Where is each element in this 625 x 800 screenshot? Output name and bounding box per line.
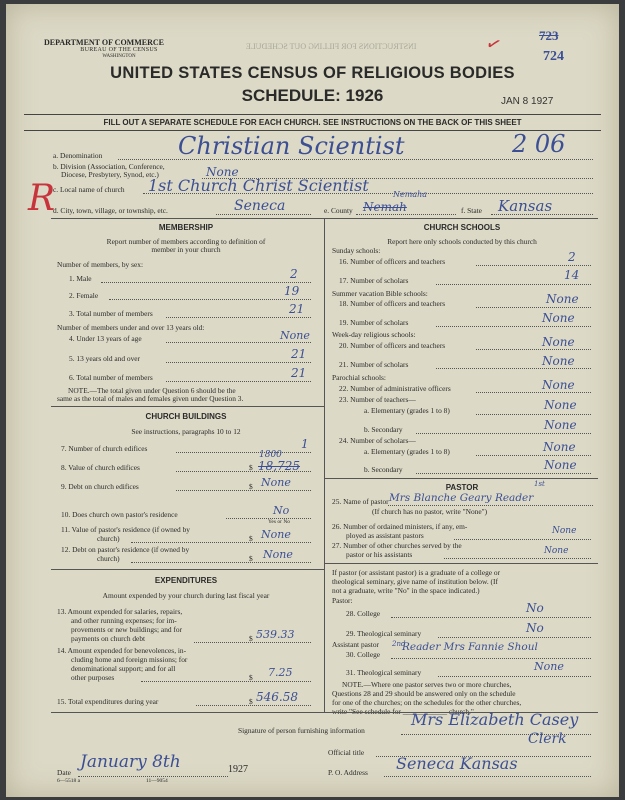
q1-value: 2 (290, 267, 298, 281)
denomination-label: a. Denomination (53, 151, 103, 160)
q14-line-4: other purposes (71, 673, 115, 682)
q23b-label: b. Secondary (364, 425, 403, 434)
q9-value: None (261, 476, 291, 489)
q7-label: 7. Number of church edifices (61, 444, 148, 453)
q2-value: 19 (284, 284, 300, 298)
sunday-schools-label: Sunday schools: (332, 246, 381, 255)
po-address-label: P. O. Address (328, 768, 368, 777)
schools-intro: Report here only schools conducted by this church (387, 237, 537, 246)
q16-label: 16. Number of officers and teachers (339, 257, 446, 266)
margin-r-mark: R (28, 178, 56, 219)
q11-label-2: church) (97, 534, 120, 543)
denomination-code: 2 06 (512, 130, 566, 158)
q14-value: 7.25 (268, 666, 293, 679)
weekday-schools-label: Week-day religious schools: (332, 330, 416, 339)
church-name-value: 1st Church Christ Scientist (148, 176, 369, 195)
q30-value: Reader Mrs Fannie Shoul (402, 641, 538, 653)
q19-value: None (542, 311, 575, 325)
q25-sub: (If church has no pastor, write "None") (372, 507, 488, 516)
date-year: 1927 (228, 764, 248, 775)
q27-value: None (544, 546, 569, 556)
q12-value: None (263, 548, 293, 561)
q12-dollar: $ (249, 554, 253, 563)
schedule-number: 724 (543, 49, 564, 64)
q17-value: 14 (564, 268, 580, 282)
q12-label-2: church) (97, 554, 120, 563)
q12-label-1: 12. Debt on pastor's residence (if owned by (61, 545, 190, 554)
pastor-heading: PASTOR (445, 483, 479, 492)
q14-text (57, 646, 187, 682)
pastor-note-line-3: for one of the churches; on the schedules for the other churches, (332, 698, 522, 707)
division-label-2: Diocese, Presbytery, Synod, etc.) (61, 170, 159, 179)
q6-label: 6. Total number of members (69, 373, 153, 382)
city-label: d. City, town, village, or township, etc. (53, 206, 168, 215)
q23-label: 23. Number of teachers— (339, 395, 416, 404)
q15-dollar: $ (249, 697, 253, 706)
county-value: Nemaha (393, 190, 428, 199)
q23b-value: None (544, 418, 577, 432)
membership-note-1: NOTE.—The total given under Question 6 should be the (68, 386, 236, 395)
q29-label: 29. Theological seminary (346, 629, 422, 638)
membership-intro-2: member in your church (151, 245, 221, 254)
buildings-sub: See instructions, paragraphs 10 to 12 (131, 427, 241, 436)
q28-value: No (526, 601, 544, 615)
graduate-line-3: not a graduate, write "No" in the space indicated.) (332, 586, 480, 595)
q18-value: None (546, 292, 579, 306)
pastor-sublabel: Pastor: (332, 596, 353, 605)
q8-value: 1800 (259, 450, 282, 460)
q6-value: 21 (291, 366, 307, 380)
county-label: e. County (324, 206, 353, 215)
membership-heading: MEMBERSHIP (158, 223, 214, 232)
q24b-value: None (544, 458, 577, 472)
q27-label-1: 27. Number of other churches served by the (332, 541, 462, 550)
q8-label: 8. Value of church edifices (61, 463, 140, 472)
signature-label: Signature of person furnishing information (238, 726, 365, 735)
struck-schedule-number: 723 (539, 28, 559, 43)
q20-label: 20. Number of officers and teachers (339, 341, 446, 350)
form-title: UNITED STATES CENSUS OF RELIGIOUS BODIES (110, 64, 515, 82)
q14-line-1: 14. Amount expended for benevolences, in- (57, 646, 187, 655)
division-label-1: b. Division (Association, Conference, (53, 162, 165, 171)
q31-label: 31. Theological seminary (346, 668, 422, 677)
q15-value: 546.58 (256, 690, 298, 704)
form-number: 6—5518 a (57, 778, 81, 784)
signature-value: Mrs Elizabeth Casey (411, 710, 579, 729)
q11-value: None (261, 528, 291, 541)
dept-name: DEPARTMENT OF COMMERCE (44, 38, 165, 47)
q30-note: 2nd (392, 640, 406, 648)
q31-value: None (534, 660, 564, 673)
q8-struck-value: 18,725 (258, 459, 300, 473)
q30-label: 30. College (346, 650, 381, 659)
assistant-pastor-sublabel: Assistant pastor (332, 640, 380, 649)
buildings-heading: CHURCH BUILDINGS (145, 412, 227, 421)
membership-intro-1: Report number of members according to definition of (106, 237, 266, 246)
bureau-city: WASHINGTON (102, 54, 136, 59)
date-value: January 8th (80, 752, 181, 772)
q5-label: 5. 13 years old and over (69, 354, 141, 363)
print-code: 11—9054 (146, 778, 168, 784)
q23a-label: a. Elementary (grades 1 to 8) (364, 406, 450, 415)
q9-dollar: $ (249, 482, 253, 491)
census-schedule-page (6, 4, 619, 797)
official-title-value: Clerk (528, 731, 567, 747)
q24-label: 24. Number of scholars— (339, 436, 416, 445)
q27-label-2: pastor or his assistants (346, 550, 413, 559)
q3-label: 3. Total number of members (69, 309, 153, 318)
graduate-line-2: theological seminary, give name of institution below. (If (332, 577, 498, 586)
q19-label: 19. Number of scholars (339, 318, 409, 327)
bleed-through-text: INSTRUCTIONS FOR FILLING OUT SCHEDULE (246, 42, 417, 51)
q17-label: 17. Number of scholars (339, 276, 409, 285)
q18-label: 18. Number of officers and teachers (339, 299, 446, 308)
membership-note-2: same as the total of males and females given under Question 3. (57, 394, 244, 403)
denomination-value: Christian Scientist (178, 132, 405, 160)
q26-label-1: 26. Number of ordained ministers, if any, em- (332, 522, 468, 531)
q13-line-2: and other running expenses; for im- (71, 616, 177, 625)
q13-dollar: $ (249, 634, 253, 643)
pastor-note-line-4: write "See schedule for ____________ church." (332, 707, 474, 716)
graduate-line-1: If pastor (or assistant pastor) is a graduate of a college or (332, 568, 501, 577)
date-label: Date (57, 768, 71, 777)
q25-label: 25. Name of pastor (332, 497, 389, 506)
yes-no-hint: Yes or No (268, 519, 291, 525)
q3-value: 21 (289, 302, 305, 316)
q8-dollar: $ (249, 463, 253, 472)
division-value: None (206, 165, 239, 179)
q25-value: Mrs Blanche Geary Reader (389, 492, 534, 504)
q22-value: None (542, 378, 575, 392)
q14-dollar: $ (249, 673, 253, 682)
q26-value: None (552, 526, 577, 536)
q21-value: None (542, 354, 575, 368)
q29-value: No (526, 621, 544, 635)
q28-label: 28. College (346, 609, 381, 618)
q24b-label: b. Secondary (364, 465, 403, 474)
q11-label-1: 11. Value of pastor's residence (if owned by (61, 525, 190, 534)
pastor-note-line-2: Questions 28 and 29 should be answered only on the schedule (332, 689, 516, 698)
church-name-label: c. Local name of church (53, 185, 125, 194)
under-over-13-label: Number of members under and over 13 years old: (57, 323, 205, 332)
city-value: Seneca (234, 198, 286, 214)
po-address-value: Seneca Kansas (396, 754, 518, 773)
state-value: Kansas (498, 197, 553, 215)
q2-label: 2. Female (69, 291, 99, 300)
county-struck-value: Nemah (363, 200, 407, 214)
q13-line-4: payments on church debt (71, 634, 146, 643)
q13-line-3: provements or new buildings; and for (71, 625, 183, 634)
q14-line-2: cluding home and foreign missions; for (71, 655, 188, 664)
q15-label: 15. Total expenditures during year (57, 697, 159, 706)
q13-value: 539.33 (256, 628, 295, 641)
bureau-name: BUREAU OF THE CENSUS (80, 47, 158, 53)
q1-label: 1. Male (69, 274, 92, 283)
q4-label: 4. Under 13 years of age (69, 334, 142, 343)
q24a-label: a. Elementary (grades 1 to 8) (364, 447, 450, 456)
q24a-value: None (543, 440, 576, 454)
q9-label: 9. Debt on church edifices (61, 482, 139, 491)
received-date-stamp: JAN 8 1927 (501, 96, 554, 107)
q10-label: 10. Does church own pastor's residence (61, 510, 178, 519)
state-label: f. State (461, 206, 482, 215)
expenditures-sub: Amount expended by your church during last fiscal year (102, 591, 270, 600)
members-by-sex-label: Number of members, by sex: (57, 260, 143, 269)
q11-dollar: $ (249, 534, 253, 543)
graduate-instructions (332, 568, 500, 595)
schools-heading: CHURCH SCHOOLS (423, 223, 501, 232)
expenditures-heading: EXPENDITURES (154, 576, 218, 585)
check-mark: ✓ (483, 32, 505, 57)
q13-text (57, 607, 182, 643)
fill-instructions: FILL OUT A SEPARATE SCHEDULE FOR EACH CHURCH. SEE INSTRUCTIONS ON THE BACK OF THIS SHEET (103, 118, 522, 127)
q5-value: 21 (291, 347, 307, 361)
q13-line-1: 13. Amount expended for salaries, repairs, (57, 607, 183, 616)
pastor-note-line-1: NOTE.—Where one pastor serves two or more churches, (342, 680, 512, 689)
q23a-value: None (544, 398, 577, 412)
form-subtitle: SCHEDULE: 1926 (241, 86, 384, 105)
q7-value: 1 (301, 437, 309, 451)
official-title-label: Official title (328, 748, 365, 757)
q26-label-2: ployed as assistant pastors (346, 531, 424, 540)
q16-value: 2 (568, 250, 576, 264)
parochial-schools-label: Parochial schools: (332, 373, 386, 382)
q25-note: 1st (534, 480, 545, 488)
summer-schools-label: Summer vacation Bible schools: (332, 289, 428, 298)
q10-value: No (273, 504, 290, 517)
q22-label: 22. Number of administrative officers (339, 384, 451, 393)
q21-label: 21. Number of scholars (339, 360, 409, 369)
q20-value: None (542, 335, 575, 349)
q4-value: None (280, 329, 310, 342)
q14-line-3: denominational support; and for all (71, 664, 176, 673)
